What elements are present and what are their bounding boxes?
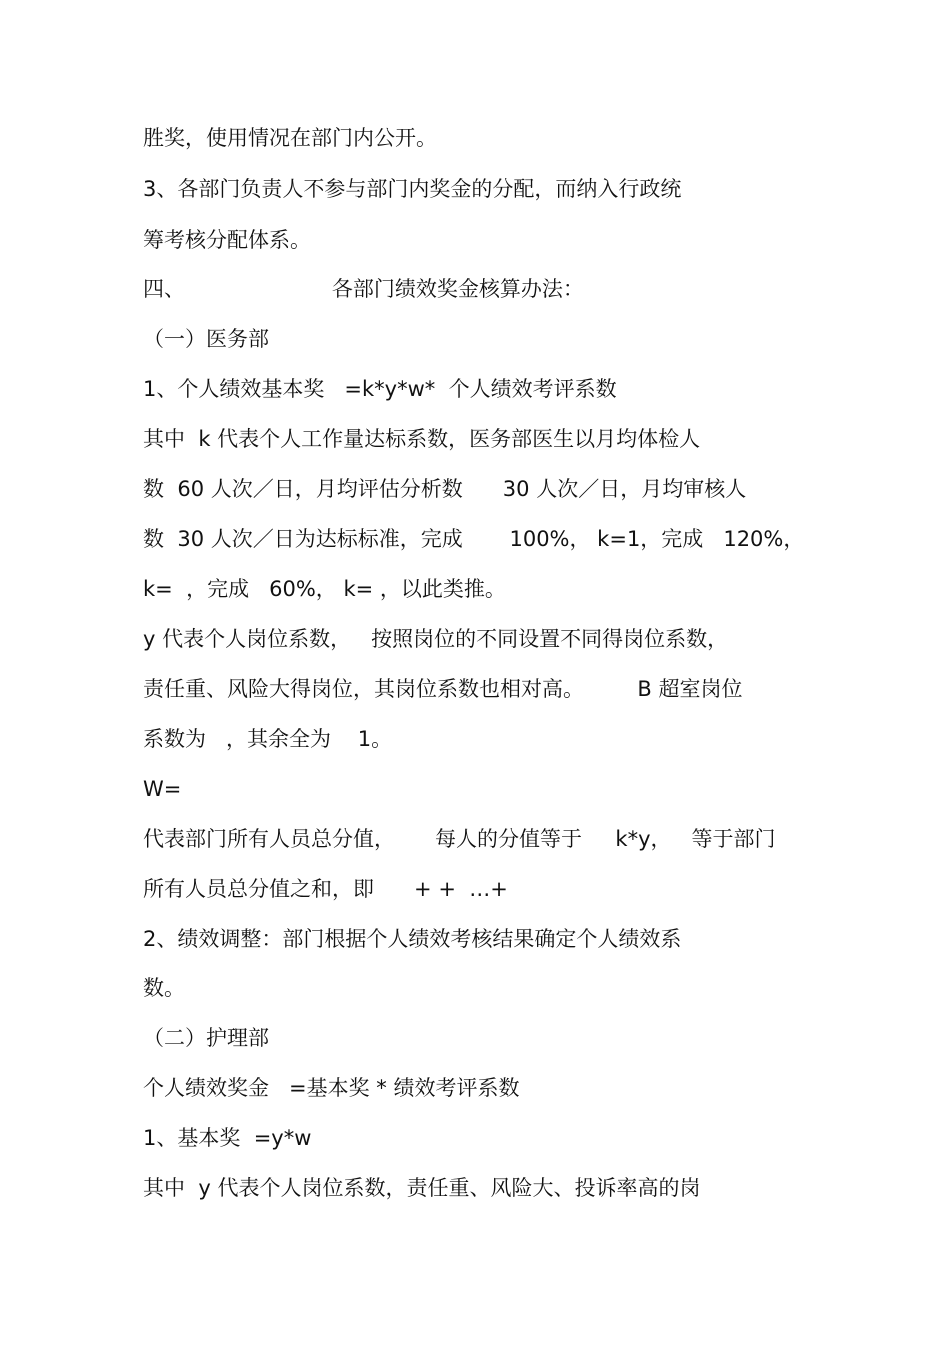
subsection-heading: （一）医务部: [143, 327, 269, 351]
subsection-heading: （二）护理部: [143, 1026, 269, 1050]
text-line: 1、个人绩效基本奖 =k*y*w* 个人绩效考评系数: [143, 377, 617, 401]
text-line: 代表部门所有人员总分值， 每人的分值等于 k*y， 等于部门: [143, 827, 776, 851]
text-line: 个人绩效奖金 =基本奖 * 绩效考评系数: [143, 1076, 520, 1100]
text-line: 其中 y 代表个人岗位系数，责任重、风险大、投诉率高的岗: [143, 1176, 701, 1200]
text-line: 2、绩效调整：部门根据个人绩效考核结果确定个人绩效系: [143, 927, 682, 951]
section-heading: 四、 各部门绩效奖金核算办法：: [143, 277, 584, 301]
text-line: 1、基本奖 =y*w: [143, 1126, 312, 1150]
text-line: 数 60 人次／日，月均评估分析数 30 人次／日，月均审核人: [143, 477, 747, 501]
text-line: y 代表个人岗位系数， 按照岗位的不同设置不同得岗位系数，: [143, 627, 729, 651]
text-line: 系数为 ，其余全为 1。: [143, 727, 393, 751]
text-line: k= ，完成 60%， k= ，以此类推。: [143, 577, 506, 601]
text-line: 胜奖，使用情况在部门内公开。: [143, 126, 437, 150]
text-line: 所有人员总分值之和，即 + + …+: [143, 877, 508, 901]
text-line: 筹考核分配体系。: [143, 228, 311, 252]
text-line: 其中 k 代表个人工作量达标系数，医务部医生以月均体检人: [143, 427, 701, 451]
text-line: W=: [143, 777, 182, 801]
text-line: 数。: [143, 976, 185, 1000]
text-line: 责任重、风险大得岗位，其岗位系数也相对高。 B 超室岗位: [143, 677, 743, 701]
text-line: 数 30 人次／日为达标标准，完成 100%， k=1，完成 120%，: [143, 527, 805, 551]
text-line: 3、各部门负责人不参与部门内奖金的分配，而纳入行政统: [143, 177, 682, 201]
